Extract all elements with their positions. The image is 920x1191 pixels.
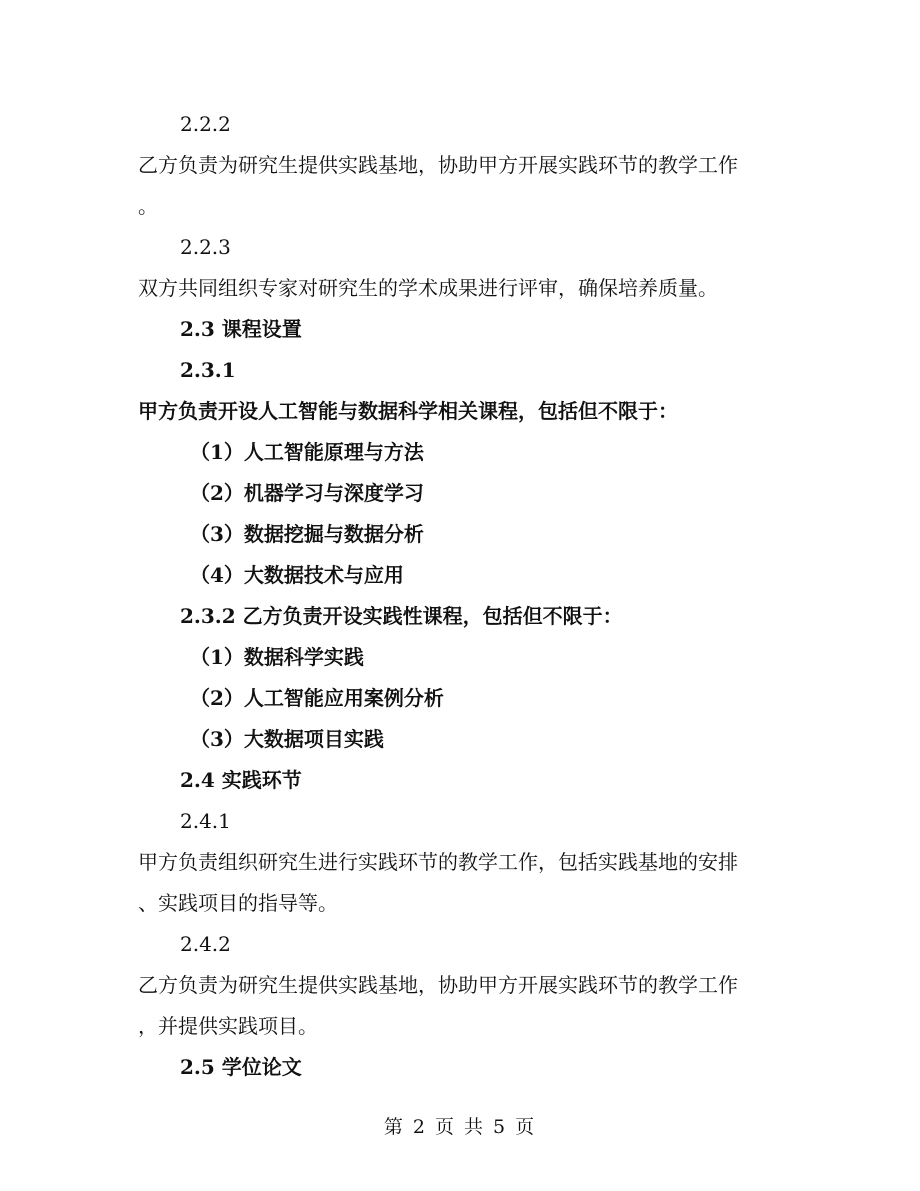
- paragraph-line: 、实践项目的指导等。: [138, 891, 338, 915]
- section-heading-2-4: 2.4 实践环节: [180, 768, 302, 792]
- section-number-2-4-1: 2.4.1: [180, 809, 231, 833]
- paragraph-line: 双方共同组织专家对研究生的学术成果进行评审，确保培养质量。: [138, 276, 718, 300]
- list-item: （1）数据科学实践: [190, 645, 364, 669]
- section-heading-2-3: 2.3 课程设置: [180, 317, 302, 341]
- paragraph-line: 乙方负责为研究生提供实践基地，协助甲方开展实践环节的教学工作: [138, 153, 738, 177]
- section-number-2-2-2: 2.2.2: [180, 112, 231, 136]
- list-item: （1）人工智能原理与方法: [190, 440, 424, 464]
- paragraph-line: 。: [138, 194, 158, 218]
- section-number-2-3-1: 2.3.1: [180, 358, 236, 382]
- section-2-3-2: 2.3.2 乙方负责开设实践性课程，包括但不限于：: [180, 604, 623, 628]
- section-number-2-2-3: 2.2.3: [180, 235, 231, 259]
- paragraph-line: 甲方负责组织研究生进行实践环节的教学工作，包括实践基地的安排: [138, 850, 738, 874]
- paragraph-line: 甲方负责开设人工智能与数据科学相关课程，包括但不限于：: [138, 399, 678, 423]
- section-number-2-4-2: 2.4.2: [180, 932, 231, 956]
- list-item: （2）机器学习与深度学习: [190, 481, 424, 505]
- list-item: （2）人工智能应用案例分析: [190, 686, 444, 710]
- paragraph-line: 乙方负责为研究生提供实践基地，协助甲方开展实践环节的教学工作: [138, 973, 738, 997]
- section-heading-2-5: 2.5 学位论文: [180, 1055, 302, 1079]
- list-item: （4）大数据技术与应用: [190, 563, 404, 587]
- paragraph-line: ，并提供实践项目。: [138, 1014, 318, 1038]
- page-footer: 第 2 页 共 5 页: [383, 1116, 537, 1138]
- list-item: （3）数据挖掘与数据分析: [190, 522, 424, 546]
- list-item: （3）大数据项目实践: [190, 727, 384, 751]
